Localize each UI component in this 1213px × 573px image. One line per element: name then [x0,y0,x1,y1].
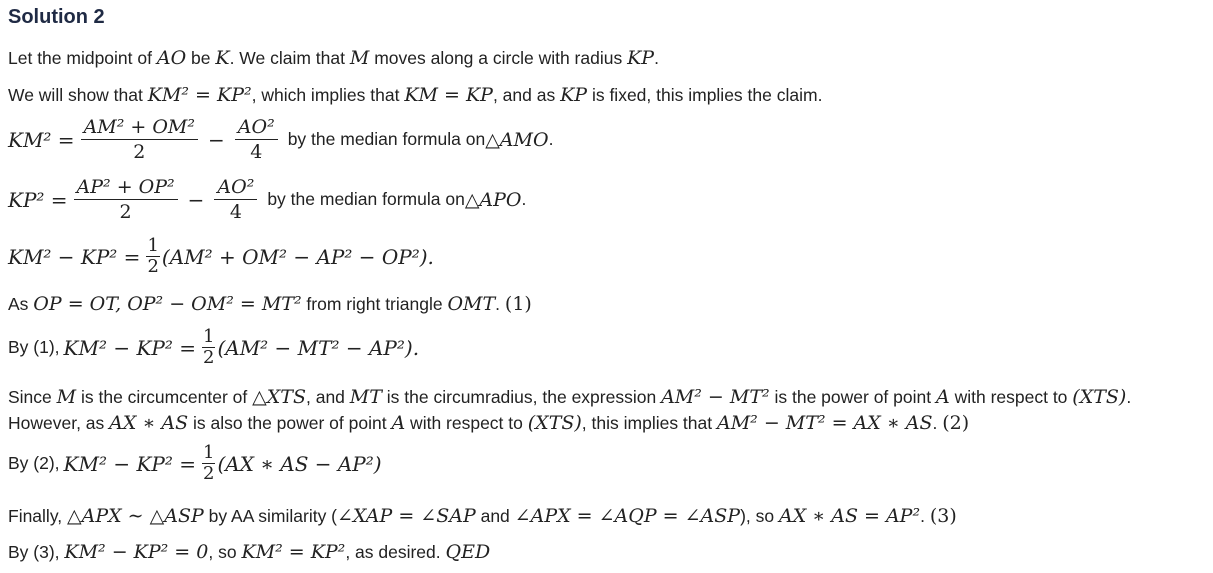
equation-lhs: KM² = [8,127,75,152]
equation-by-2 [8,443,382,484]
equation-km [8,115,553,164]
math: (XTS) [527,412,582,434]
equation-lhs: KM² − KP² = [63,451,196,476]
math: KM = KP [404,84,493,106]
math: AX ∗ AS = AP² [778,505,921,527]
text: ), so [740,506,779,526]
equation-lhs: KM² − KP² = [8,244,141,269]
text: We will show that [8,85,148,105]
text: Finally, [8,506,67,526]
claim-line [8,46,659,70]
math: M [56,386,77,408]
text: . [932,413,943,433]
math: A [935,386,950,408]
text: , and [305,387,350,407]
math: KP [560,84,588,106]
math: KM² = KP² [147,84,252,106]
math: OP = OT, OP² − OM² = MT² [33,293,302,315]
text: is the circumradius, the expression [381,387,662,407]
denominator: 2 [119,201,132,223]
numerator: 1 [147,235,159,256]
equation-lhs: KP² = [8,187,68,212]
text: . However, as [8,387,1132,433]
equation-rhs: (AM² + OM² − AP² − OP²). [161,244,434,269]
math: KP [627,47,655,69]
numerator: AO² [217,176,255,198]
equation-number: (1) [504,293,532,315]
denominator: 2 [203,347,215,368]
text: by AA similarity ( [203,506,338,526]
math: ∠APX = ∠AQP = ∠ASP [514,505,741,527]
text: is the power of point [769,387,936,407]
prefix: By (1), [8,337,60,357]
math: K [215,47,230,69]
prefix: By (2), [8,453,60,473]
math: AO [156,47,187,69]
math: AM² − MT² [661,386,770,408]
equation-note: by the median formula on [287,129,486,149]
numerator: 1 [203,326,215,347]
text: is also the power of point [188,413,392,433]
fraction [235,115,278,164]
equation-rhs: (AM² − MT² − AP²). [217,335,420,360]
denominator: 4 [250,141,263,163]
math: A [391,412,406,434]
text: . [495,294,505,314]
text: By (3), [8,542,65,562]
triangle: △APO [464,188,522,211]
right-triangle-line [8,292,532,316]
equation-number: (2) [942,412,970,434]
text: from right triangle [301,294,448,314]
fraction [214,175,257,224]
math: (XTS) [1072,386,1127,408]
text: As [8,294,34,314]
equation-kp [8,175,526,224]
text: and [475,506,515,526]
math: MT [349,386,382,408]
numerator: AO² [237,116,275,138]
fraction [74,175,178,224]
solution-heading: Solution 2 [8,6,105,28]
text: moves along a circle with radius [369,48,628,68]
text: Since [8,387,57,407]
show-line [8,83,822,107]
text: . [920,506,930,526]
text: with respect to [949,387,1073,407]
denominator: 4 [229,201,242,223]
math: M [349,47,370,69]
text: with respect to [405,413,528,433]
text: . [654,48,659,68]
denominator: 2 [203,463,215,484]
text: Let the midpoint of [8,48,157,68]
math: KM² − KP² = 0 [64,541,209,563]
equation-number: (3) [929,505,957,527]
equation-difference [8,236,434,277]
text: , which implies that [251,85,405,105]
numerator: AP² + OP² [76,176,175,198]
text: , so [208,542,242,562]
equation-lhs: KM² − KP² = [63,335,196,360]
text: is the circumcenter of [76,387,253,407]
text: is fixed, this implies the claim. [587,85,823,105]
period: . [548,129,554,149]
text: be [186,48,216,68]
period: . [521,189,527,209]
equation-note: by the median formula on [267,189,465,209]
denominator: 2 [147,256,159,277]
fraction-half [146,236,159,277]
denominator: 2 [133,141,146,163]
math: AM² − MT² = AX ∗ AS [717,412,933,434]
fraction [81,115,198,164]
minus-sign: − [187,187,205,212]
math: ∠XAP = ∠SAP [337,505,476,527]
text: , and as [492,85,561,105]
minus-sign: − [208,127,225,152]
fraction-half [202,327,215,368]
math: AX ∗ AS [109,412,189,434]
math: △XTS [252,386,306,408]
text: , this implies that [581,413,717,433]
math: △APX ∼ △ASP [67,505,204,527]
triangle: △AMO [485,128,549,151]
text: . We claim that [229,48,350,68]
numerator: AM² + OM² [83,116,196,138]
fraction-half [202,443,215,484]
text: , as desired. [345,542,446,562]
similarity-line [8,504,957,528]
math: KM² = KP² [241,541,346,563]
conclusion-line [8,540,490,564]
numerator: 1 [203,442,215,463]
qed: QED [445,541,491,563]
power-of-point-paragraph [8,384,1203,436]
equation-rhs: (AX ∗ AS − AP²) [217,451,382,476]
math: OMT [447,293,496,315]
equation-by-1 [8,327,419,368]
